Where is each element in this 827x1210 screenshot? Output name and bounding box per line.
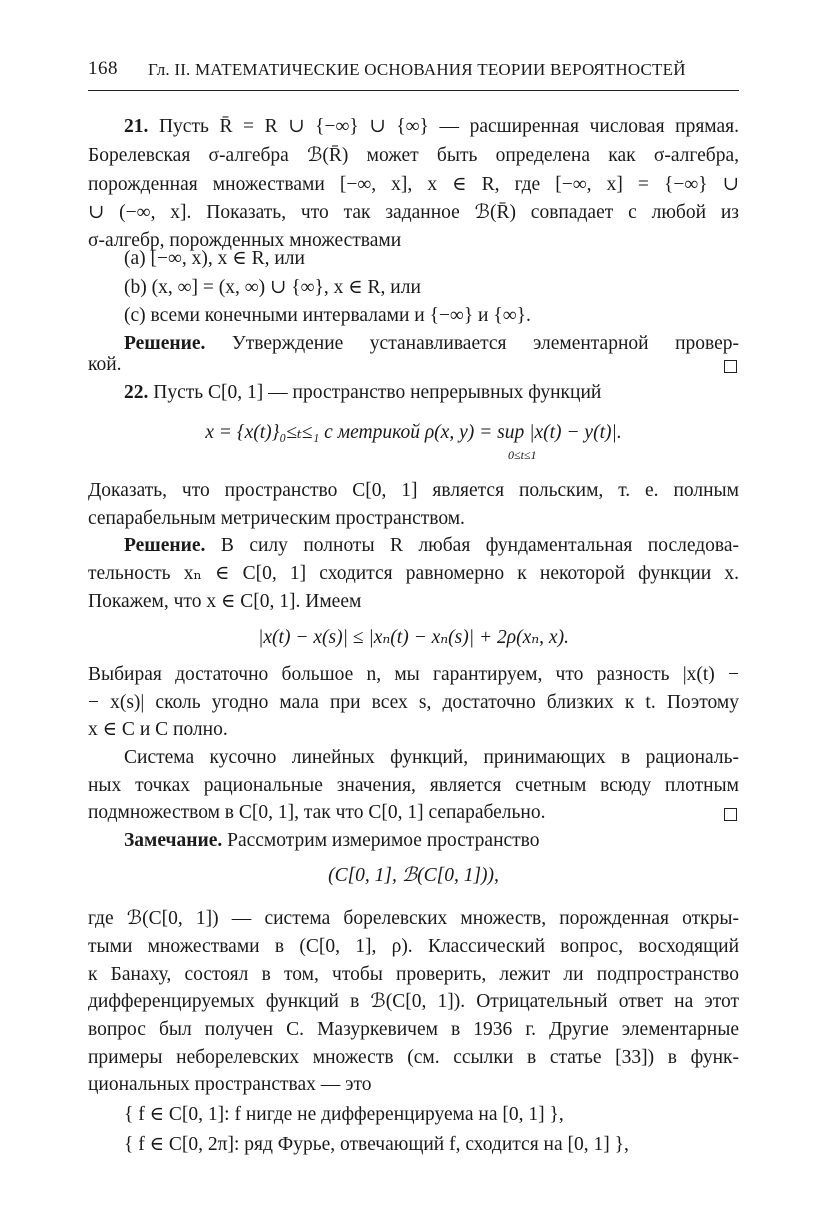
- problem21-line-2: Борелевская σ-алгебра ℬ(R̄) может быть определена как σ-алгебра,: [88, 145, 739, 166]
- problem22-solution: [124, 533, 739, 559]
- remark-set-2: { f ∈ C[0, 2π]: ряд Фурье, отвечающий f, сходится на [0, 1] },: [124, 1134, 629, 1155]
- page-number: 168: [88, 58, 118, 79]
- problem21-line-1: [124, 114, 739, 140]
- sup-subscript: 0≤t≤1: [508, 448, 537, 462]
- solution-text: кой.: [88, 354, 122, 375]
- problem21-line-5: σ-алгебр, порожденных множествами: [88, 230, 402, 251]
- remark-text-6: примеры неборелевских множеств (см. ссылки в статье [33]) в функ-: [88, 1047, 739, 1068]
- solution-text: Утверждение устанавливается элементарной провер-: [231, 333, 739, 354]
- remark-text-7: циональных пространствах — это: [88, 1074, 372, 1095]
- problem21-item-a: (a) [−∞, x), x ∈ R, или: [124, 248, 305, 269]
- problem22-para2-2: ных точках рациональные значения, является счетным всюду плотным: [88, 775, 739, 796]
- solution-text: В силу полноты R любая фундаментальная последова-: [220, 535, 740, 556]
- problem22-number: 22.: [124, 382, 149, 403]
- problem21-solution-end: [88, 352, 739, 378]
- remark-text-5: вопрос был получен С. Мазуркевичем в 1936 г. Другие элементарные: [88, 1019, 739, 1040]
- remark-label: Замечание.: [124, 830, 223, 851]
- problem21-line-3: порожденная множествами [−∞, x], x ∈ R, где [−∞, x] = {−∞} ∪: [88, 174, 739, 195]
- remark-intro: Рассмотрим измеримое пространство: [227, 830, 540, 851]
- problem21-item-c: (c) всеми конечными интервалами и {−∞} и {∞}.: [124, 305, 531, 326]
- running-header: [88, 58, 739, 91]
- problem21-number: 21.: [124, 116, 149, 137]
- problem22-after-3: x ∈ C и C полно.: [88, 719, 228, 740]
- remark-text-4: дифференцируемых функций в ℬ(C[0, 1]). Отрицательный ответ на этот: [88, 991, 739, 1012]
- measurable-space-formula: (C[0, 1], ℬ(C[0, 1])),: [328, 865, 499, 886]
- solution-label: Решение.: [124, 333, 206, 354]
- problem22-line-3: сепарабельным метрическим пространством.: [88, 508, 465, 529]
- problem22-solution-3: Покажем, что x ∈ C[0, 1]. Имеем: [88, 591, 362, 612]
- running-title: Гл. II. МАТЕМАТИЧЕСКИЕ ОСНОВАНИЯ ТЕОРИИ ВЕРОЯТНОСТЕЙ: [148, 60, 686, 79]
- problem21-item-b: (b) (x, ∞] = (x, ∞) ∪ {∞}, x ∈ R, или: [124, 277, 421, 298]
- remark-text-1: где ℬ(C[0, 1]) — система борелевских множеств, порожденная откры-: [88, 908, 739, 929]
- problem22-after-2: − x(s)| сколь угодно мала при всех s, достаточно близких к t. Поэтому: [88, 692, 739, 713]
- problem22-after-1: Выбирая достаточно большое n, мы гарантируем, что разность |x(t) −: [88, 664, 739, 685]
- metric-formula: x = {x(t)}₀≤ₜ≤₁ с метрикой ρ(x, y) = sup |x(t) − y(t)|.: [205, 422, 622, 443]
- qed-square-icon: [724, 808, 737, 821]
- paragraph-text: подмножеством в C[0, 1], так что C[0, 1] сепарабельно.: [88, 802, 546, 823]
- remark-set-1: { f ∈ C[0, 1]: f нигде не дифференцируема на [0, 1] },: [124, 1104, 564, 1125]
- problem22-solution-2: тельность xₙ ∈ C[0, 1] сходится равномерно к некоторой функции x.: [88, 563, 739, 584]
- remark-line-1: [124, 828, 739, 854]
- remark-text-2: тыми множествами в (C[0, 1], ρ). Классический вопрос, восходящий: [88, 936, 739, 957]
- problem21-line-4: ∪ (−∞, x]. Показать, что так заданное ℬ(R̄) совпадает с любой из: [88, 202, 739, 223]
- problem22-line-2: Доказать, что пространство C[0, 1] является польским, т. е. полным: [88, 480, 739, 501]
- qed-square-icon: [724, 360, 737, 373]
- problem22-para2-1: Система кусочно линейных функций, принимающих в рациональ-: [124, 747, 739, 768]
- problem21-text: Пусть R̄ = R ∪ {−∞} ∪ {∞} — расширенная числовая прямая.: [158, 116, 739, 137]
- problem22-text: Пусть C[0, 1] — пространство непрерывных функций: [153, 382, 602, 403]
- inequality-formula: |x(t) − x(s)| ≤ |xₙ(t) − xₙ(s)| + 2ρ(xₙ, x).: [258, 627, 569, 648]
- solution-label: Решение.: [124, 535, 206, 556]
- remark-text-3: к Банаху, состоял в том, чтобы проверить, лежит ли подпространство: [88, 964, 739, 985]
- problem22-para2-3: [88, 800, 739, 826]
- problem22-line-1: [124, 380, 739, 406]
